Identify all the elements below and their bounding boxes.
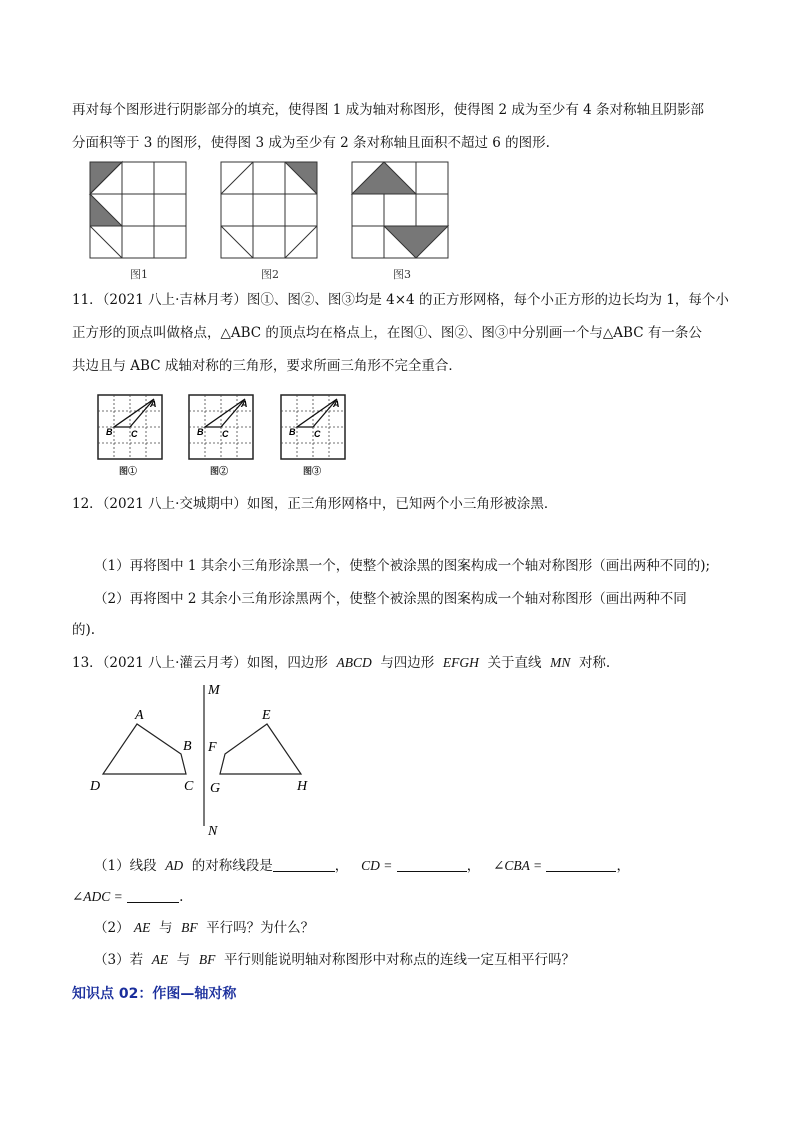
q13-p1-cba: ∠CBA = [493,858,543,873]
q13-p2-bf: BF [181,920,198,935]
label-h: H [297,779,308,794]
q13-p2-with: 与 [158,920,173,936]
grid-1 [98,395,162,459]
figure-2-caption: 图2 [261,268,279,281]
grid-2-label-c: C [222,429,229,439]
label-g: G [210,781,221,796]
figure-2 [221,162,317,258]
q11-line-1: 11．（2021 八上·吉林月考）图①、图②、图③均是 4×4 的正方形网格，每个小正方形的边长均为 1，每个小 [72,292,729,308]
figure-1 [90,162,186,258]
label-n: N [208,824,218,839]
answer-blank-1[interactable] [273,857,335,872]
q12-part-2b: 的). [72,622,96,638]
q13-p3-bf: BF [198,952,216,967]
q13-p1-adc: ∠ADC = [72,889,123,904]
label-m: M [208,683,220,698]
label-d: D [90,779,101,794]
grid-2-caption: 图② [210,466,229,476]
grid-2 [189,395,253,459]
q11-line-3: 共边且与 ABC 成轴对称的三角形，要求所画三角形不完全重合． [72,358,462,374]
figure-1-caption: 图1 [130,268,148,281]
q13-p2-post: 平行吗？为什么？ [206,920,315,936]
grid-2-label-a: A [241,399,248,409]
q13-part-2 [94,918,314,938]
intro-line-2: 分面积等于 3 的图形，使得图 3 成为至少有 2 条对称轴且面积不超过 6 的图形. [72,135,550,151]
figure-3 [352,162,448,258]
label-c: C [184,779,194,794]
grid-1-label-a: A [150,399,157,409]
grid-1-caption: 图① [119,466,138,476]
q13-line-mn: MN [550,655,571,670]
answer-blank-4[interactable] [127,888,179,903]
label-b: B [183,739,192,754]
q12-line-1: 12．（2021 八上·交城期中）如图，正三角形网格中，已知两个小三角形被涂黑． [72,496,558,512]
q13-p3-pre: （3）若 [94,952,144,968]
q13-part-1-cont: ∠ADC = . [72,889,184,905]
q13-intro-pre: 13．（2021 八上·灌云月考）如图，四边形 [72,655,328,671]
q13-p3-post: 平行则能说明轴对称图形中对称点的连线一定互相平行吗？ [223,952,575,968]
grid-3-caption: 图③ [303,466,322,476]
grid-2-label-b: B [197,427,204,437]
q13-p1-seg: AD [165,858,184,873]
grid-3 [281,395,345,459]
q13-intro-post: 对称. [578,655,611,671]
q13-part-1: （1）线段 AD 的对称线段是 ， CD = ， ∠CBA = ， [94,858,630,874]
q12-part-2a: （2）再将图中 2 其余小三角形涂黑两个，使整个被涂黑的图案构成一个轴对称图形（画出两种不同 [94,591,687,607]
answer-blank-2[interactable] [397,857,467,872]
intro-line-1: 再对每个图形进行阴影部分的填充，使得图 1 成为轴对称图形，使得图 2 成为至少有 4 条对称轴且阴影部 [72,102,705,118]
label-a: A [135,708,144,723]
section-heading: 知识点 02：作图—轴对称 [72,986,237,1002]
grid-1-label-b: B [106,427,113,437]
q13-intro-mid: 与四边形 [380,655,435,671]
q13-p3-ae: AE [151,952,169,967]
grid-3-label-c: C [314,429,321,439]
q12-part-1: （1）再将图中 1 其余小三角形涂黑一个，使整个被涂黑的图案构成一个轴对称图形（画出两种不同的); [94,558,711,574]
q13-p1-cd: CD = [361,858,393,873]
grid-3-label-a: A [333,399,340,409]
q13-p1-pre: （1）线段 [94,858,157,874]
q13-quad-efgh: EFGH [442,655,479,670]
q13-intro-mid2: 关于直线 [487,655,542,671]
label-f: F [208,740,217,755]
q13-intro [72,653,610,673]
label-e: E [262,708,271,723]
figure-3-caption: 图3 [393,268,411,281]
answer-blank-3[interactable] [546,857,616,872]
q13-quad-abcd: ABCD [336,655,372,670]
q13-p2-ae: AE [133,920,151,935]
q13-p3-with: 与 [176,952,191,968]
grid-3-label-b: B [289,427,296,437]
q13-figure [85,682,325,842]
q13-p1-mid: 的对称线段是 [191,858,273,874]
q13-part-3 [94,950,575,970]
grid-1-label-c: C [131,429,138,439]
q11-line-2: 正方形的顶点叫做格点，△ABC 的顶点均在格点上，在图①、图②、图③中分别画一个与△ABC 有一条公 [72,325,702,341]
q13-p2-pre: （2） [94,920,130,936]
